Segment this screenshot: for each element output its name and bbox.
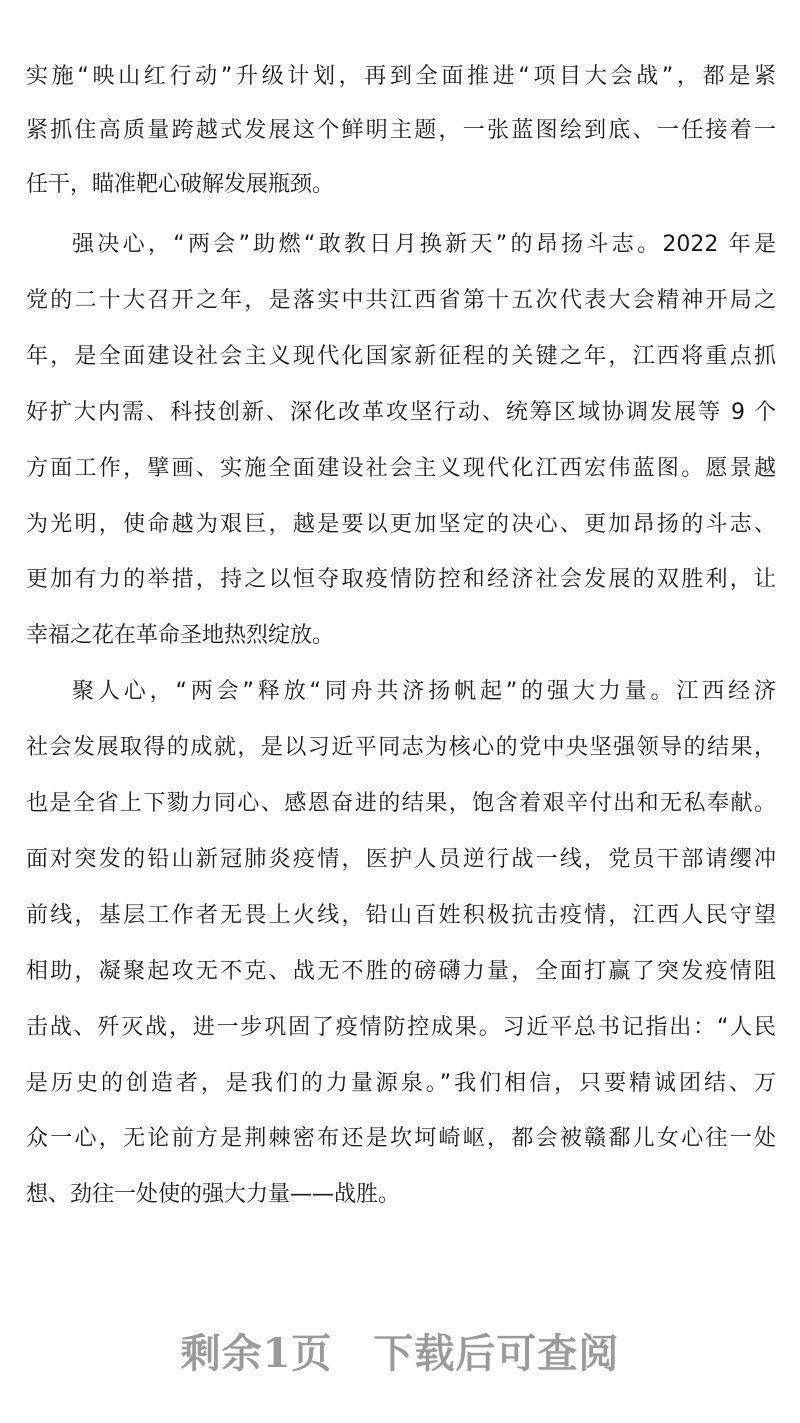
text-line: 任干，瞄准靶心破解发展瓶颈。 bbox=[26, 172, 335, 197]
text-line: 相助，凝聚起攻无不克、战无不胜的磅礴力量，全面打赢了突发疫情阻 bbox=[26, 958, 776, 984]
text-line: 想、劲往一处使的强大力量——战胜。 bbox=[26, 1182, 401, 1208]
text-line: 击战、歼灭战，进一步巩固了疫情防控成果。习近平总书记指出：“人民 bbox=[26, 1014, 776, 1040]
download-prompt[interactable]: 剩余1页 下载后可查阅 bbox=[180, 1330, 620, 1377]
text-line: 聚人心，“两会”释放“同舟共济扬帆起”的强大力量。江西经济 bbox=[72, 679, 776, 705]
text-line: 是历史的创造者，是我们的力量源泉。”我们相信，只要精诚团结、万 bbox=[26, 1070, 776, 1096]
text-line: 好扩大内需、科技创新、深化改革攻坚行动、统筹区域协调发展等 9 个 bbox=[26, 399, 776, 425]
text-line: 幸福之花在革命圣地热烈绽放。 bbox=[26, 623, 335, 649]
text-line: 方面工作，擘画、实施全面建设社会主义现代化江西宏伟蓝图。愿景越 bbox=[26, 455, 776, 481]
text-line: 社会发展取得的成就，是以习近平同志为核心的党中央坚强领导的结果， bbox=[26, 735, 776, 761]
text-line: 更加有力的举措，持之以恒夺取疫情防控和经济社会发展的双胜利，让 bbox=[26, 567, 776, 593]
text-line: 党的二十大召开之年，是落实中共江西省第十五次代表大会精神开局之 bbox=[26, 287, 776, 313]
text-line: 为光明，使命越为艰巨，越是要以更加坚定的决心、更加昂扬的斗志、 bbox=[26, 511, 776, 537]
text-line: 年，是全面建设社会主义现代化国家新征程的关键之年，江西将重点抓 bbox=[26, 343, 776, 369]
text-line: 实施“映山红行动”升级计划，再到全面推进“项目大会战”，都是紧 bbox=[26, 64, 776, 89]
text-line: 紧抓住高质量跨越式发展这个鲜明主题，一张蓝图绘到底、一任接着一 bbox=[26, 118, 776, 143]
text-line: 众一心，无论前方是荆棘密布还是坎坷崎岖，都会被赣鄱儿女心往一处 bbox=[26, 1126, 776, 1152]
text-line: 强决心，“两会”助燃“敢教日月换新天”的昂扬斗志。2022 年是 bbox=[72, 232, 776, 257]
text-line: 前线，基层工作者无畏上火线，铅山百姓积极抗击疫情，江西人民守望 bbox=[26, 902, 776, 928]
text-line: 也是全省上下勠力同心、感恩奋进的结果，饱含着艰辛付出和无私奉献。 bbox=[26, 791, 776, 816]
text-line: 面对突发的铅山新冠肺炎疫情，医护人员逆行战一线，党员干部请缨冲 bbox=[26, 846, 776, 872]
